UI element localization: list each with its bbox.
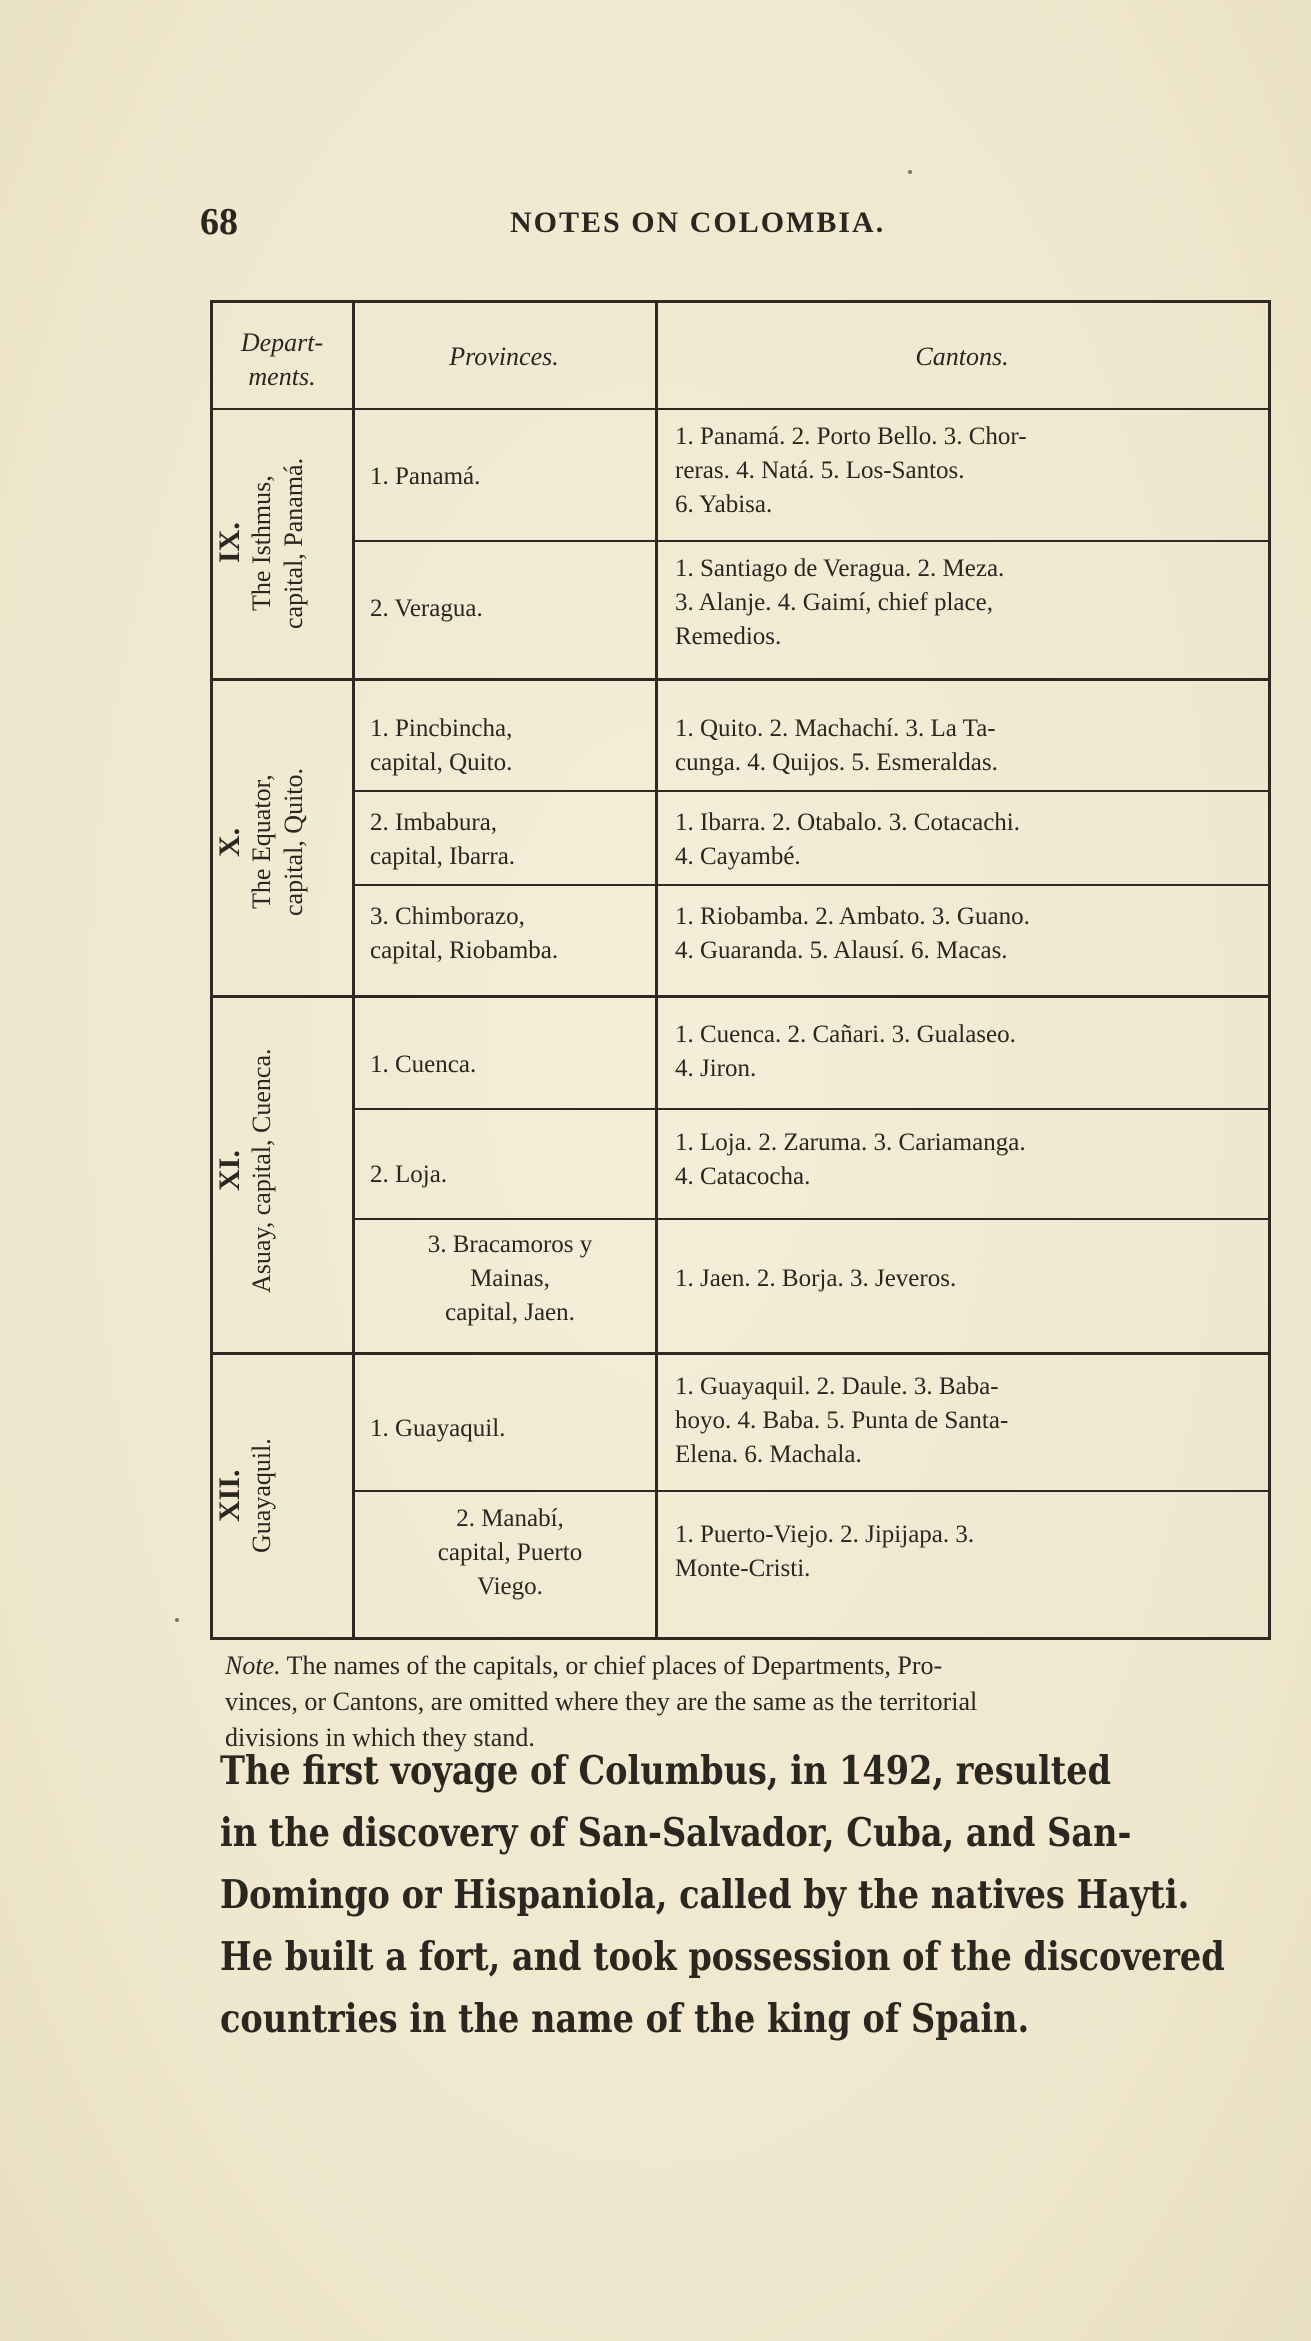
department-x bbox=[214, 682, 350, 1002]
running-title: NOTES ON COLOMBIA. bbox=[510, 206, 886, 239]
province-name: 2. Manabí, capital, Puerto Viego. bbox=[437, 1505, 583, 1600]
department-numeral: XII. bbox=[213, 1469, 246, 1523]
print-speck bbox=[175, 1618, 179, 1622]
department-numeral: IX. bbox=[213, 522, 246, 564]
department-numeral: XI. bbox=[213, 1150, 246, 1192]
province-name: 2. Imbabura, capital, Ibarra. bbox=[370, 809, 516, 870]
province-cantons: 1. Panamá. 2. Porto Bello. 3. Chor- reras. 4. Natá. 5. Los-Santos. 6. Yabisa. bbox=[675, 423, 1027, 518]
department-xii bbox=[214, 1356, 350, 1636]
body-line: countries in the name of the king of Spain. bbox=[220, 1996, 1030, 2042]
province-name: 1. Panamá. bbox=[370, 463, 481, 490]
note-text: The names of the capitals, or chief places of Departments, Pro- vinces, or Cantons, are omitted where they are the same as the territorial divisions in which they stand. bbox=[225, 1651, 978, 1752]
print-speck bbox=[908, 170, 912, 174]
department-name: The Isthmus, bbox=[247, 475, 276, 611]
department-capital: capital, Quito. bbox=[279, 768, 308, 917]
column-header-cantons: Cantons. bbox=[915, 342, 1009, 371]
department-numeral: X. bbox=[213, 827, 246, 857]
body-paragraph bbox=[220, 1740, 1225, 2050]
province-cantons: 1. Ibarra. 2. Otabalo. 3. Cotacachi. 4. Cayambé. bbox=[675, 809, 1021, 870]
page-number: 68 bbox=[200, 201, 238, 243]
department-xi bbox=[214, 1000, 350, 1342]
province-cantons: 1. Santiago de Veragua. 2. Meza. 3. Alanje. 4. Gaimí, chief place, Remedios. bbox=[675, 555, 1005, 650]
note-label: Note. bbox=[225, 1651, 281, 1680]
province-cantons: 1. Jaen. 2. Borja. 3. Jeveros. bbox=[675, 1265, 957, 1292]
province-name: 2. Loja. bbox=[370, 1161, 448, 1188]
province-cantons: 1. Loja. 2. Zaruma. 3. Cariamanga. 4. Catacocha. bbox=[675, 1129, 1026, 1190]
province-name: 3. Bracamoros y Mainas, capital, Jaen. bbox=[427, 1231, 593, 1326]
department-name: The Equator, bbox=[247, 774, 276, 910]
body-line: He built a fort, and took possession of the discovered bbox=[220, 1934, 1225, 1980]
province-name: 3. Chimborazo, capital, Riobamba. bbox=[370, 903, 559, 964]
departments-table bbox=[210, 300, 1280, 1640]
province-name: 1. Cuenca. bbox=[370, 1051, 477, 1078]
body-line: in the discovery of San-Salvador, Cuba, and San- bbox=[220, 1810, 1132, 1856]
province-cantons: 1. Guayaquil. 2. Daule. 3. Baba- hoyo. 4. Baba. 5. Punta de Santa- Elena. 6. Machala. bbox=[675, 1373, 1009, 1468]
province-name: 1. Pincbincha, capital, Quito. bbox=[370, 715, 513, 776]
province-cantons: 1. Cuenca. 2. Cañari. 3. Gualaseo. 4. Jiron. bbox=[675, 1021, 1016, 1082]
department-capital: Asuay, capital, Cuenca. bbox=[247, 1048, 276, 1294]
page-header bbox=[200, 200, 1140, 250]
province-name: 2. Veragua. bbox=[370, 595, 483, 622]
province-name: 1. Guayaquil. bbox=[370, 1415, 506, 1442]
column-header-provinces: Provinces. bbox=[449, 342, 559, 371]
province-cantons: 1. Puerto-Viejo. 2. Jipijapa. 3. Monte-Cristi. bbox=[675, 1521, 975, 1582]
department-capital: Guayaquil. bbox=[247, 1438, 276, 1554]
department-ix bbox=[214, 412, 350, 674]
body-line: The first voyage of Columbus, in 1492, resulted bbox=[220, 1748, 1112, 1794]
body-line: Domingo or Hispaniola, called by the natives Hayti. bbox=[220, 1872, 1190, 1918]
department-capital: capital, Panamá. bbox=[279, 457, 308, 629]
province-cantons: 1. Riobamba. 2. Ambato. 3. Guano. 4. Guaranda. 5. Alausí. 6. Macas. bbox=[675, 903, 1030, 964]
province-cantons: 1. Quito. 2. Machachí. 3. La Ta- cunga. 4. Quijos. 5. Esmeraldas. bbox=[675, 715, 998, 776]
column-header-departments: Depart- ments. bbox=[240, 328, 324, 391]
